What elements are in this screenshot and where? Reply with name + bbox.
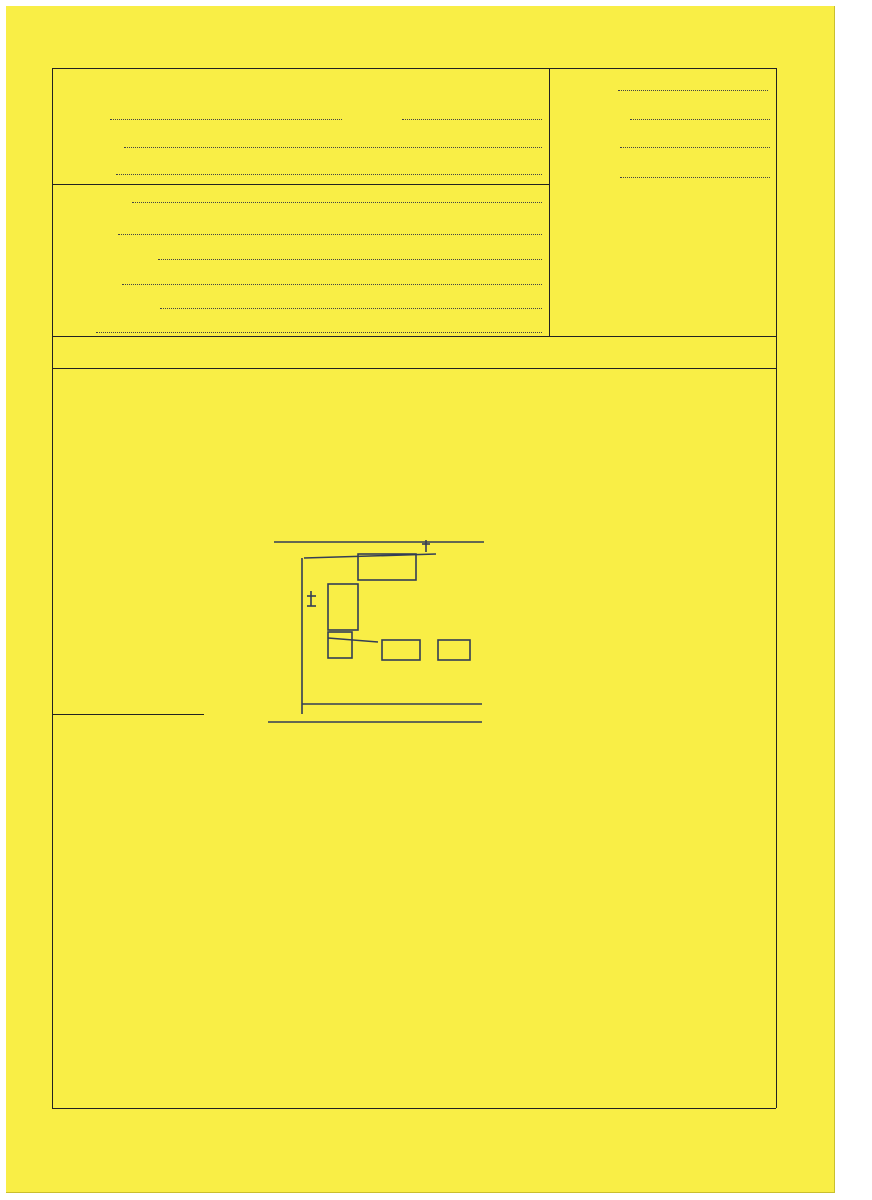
inventory-card xyxy=(6,6,835,1193)
situation-sketch xyxy=(6,6,834,1192)
